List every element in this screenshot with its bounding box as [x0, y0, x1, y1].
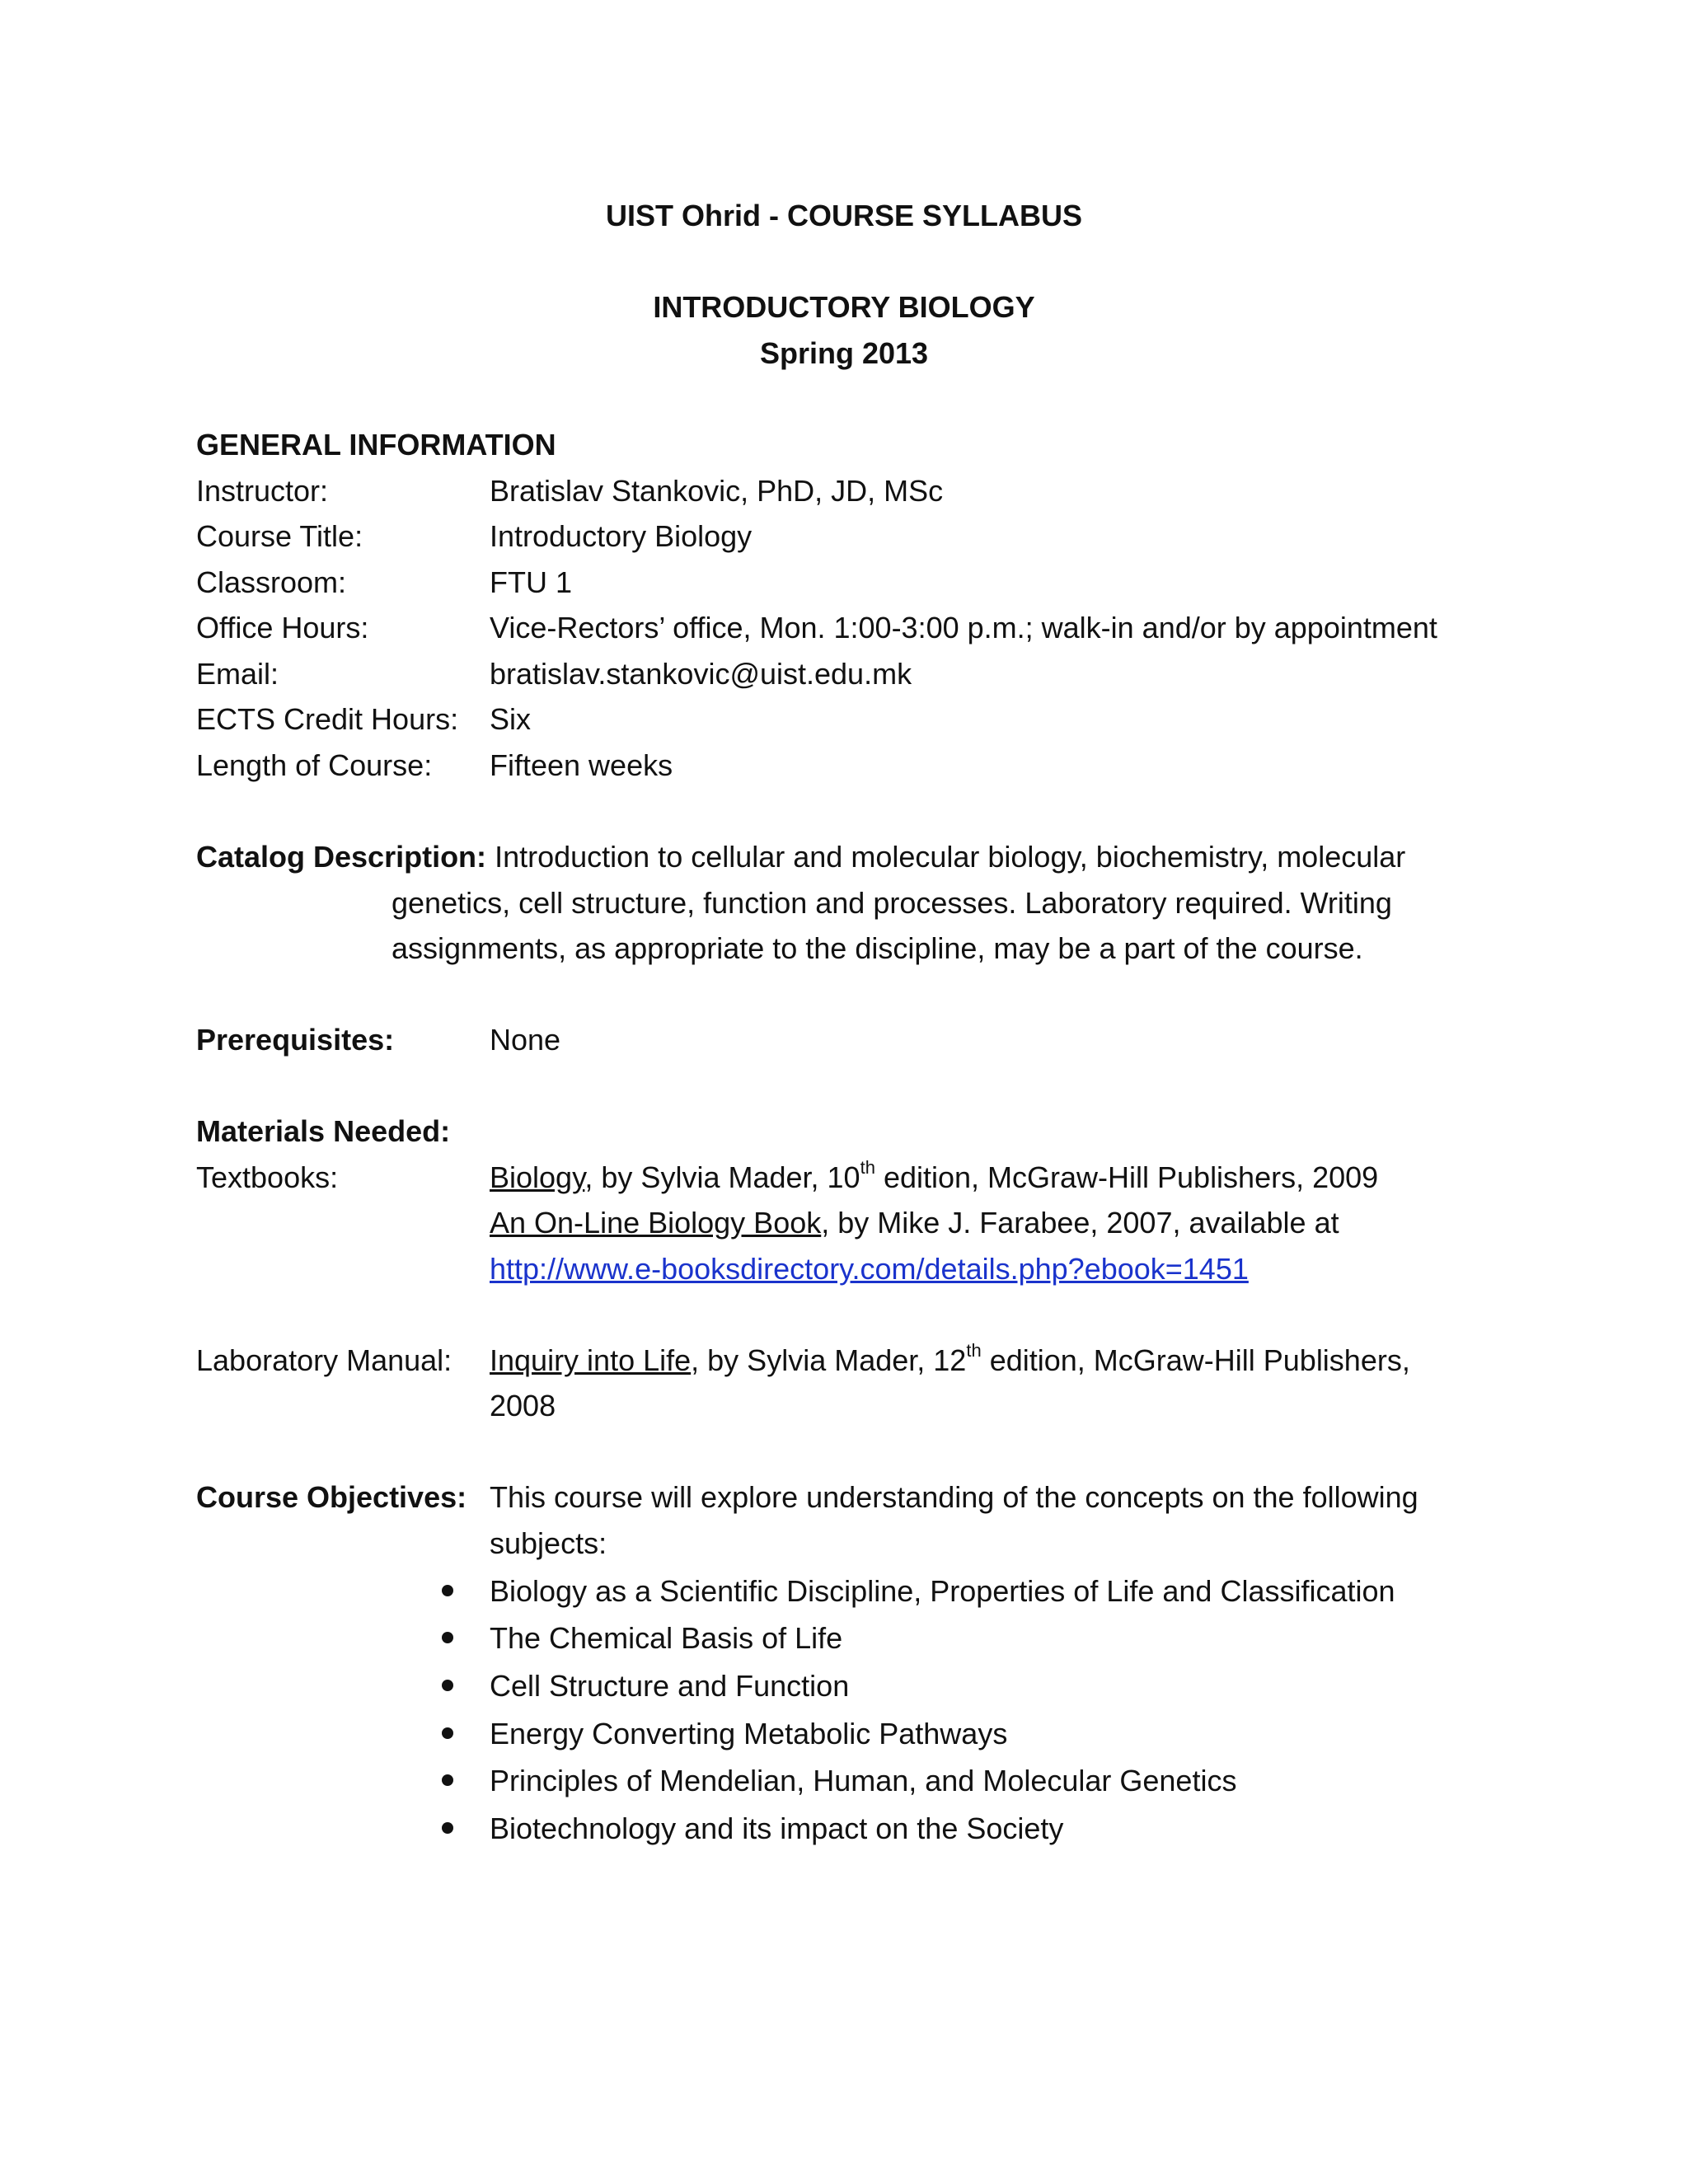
textbook-1-publisher: edition, McGraw-Hill Publishers, 2009 — [874, 1160, 1379, 1194]
credit-hours-label: ECTS Credit Hours: — [196, 702, 459, 736]
objective-item: Biology as a Scientific Discipline, Properties of Life and Classification — [490, 1574, 1395, 1608]
email-label: Email: — [196, 657, 279, 691]
textbook-2 — [490, 1200, 1339, 1246]
objective-item: Principles of Mendelian, Human, and Molecular Genetics — [490, 1764, 1237, 1797]
course-heading: INTRODUCTORY BIOLOGY — [653, 290, 1035, 324]
course-title-label: Course Title: — [196, 519, 363, 553]
textbooks-label: Textbooks: — [196, 1160, 339, 1194]
textbook-1-edition-suffix: th — [860, 1157, 875, 1178]
course-title-value: Introductory Biology — [490, 519, 753, 553]
classroom-value: FTU 1 — [490, 565, 573, 599]
objective-item: Cell Structure and Function — [490, 1669, 850, 1703]
objectives-label: Course Objectives: — [196, 1480, 467, 1514]
office-hours-value: Vice-Rectors’ office, Mon. 1:00-3:00 p.m.; walk-in and/or by appointment — [490, 611, 1437, 644]
textbook-2-details: , by Mike J. Farabee, 2007, available at — [821, 1206, 1339, 1240]
credit-hours-value: Six — [490, 702, 532, 736]
textbook-2-link-line — [490, 1246, 1249, 1292]
bullet-icon — [442, 1822, 453, 1834]
general-info-heading: GENERAL INFORMATION — [196, 428, 556, 462]
bullet-icon — [442, 1632, 453, 1643]
bullet-icon — [442, 1727, 453, 1739]
catalog-description-line2: genetics, cell structure, function and processes. Laboratory required. Writing — [392, 886, 1392, 920]
objectives-intro-line1: This course will explore understanding of the concepts on the following — [490, 1480, 1418, 1514]
course-length-label: Length of Course: — [196, 748, 433, 782]
catalog-description-line3: assignments, as appropriate to the discipline, may be a part of the course. — [392, 931, 1363, 965]
materials-heading: Materials Needed: — [196, 1114, 451, 1148]
office-hours-label: Office Hours: — [196, 611, 369, 644]
instructor-value: Bratislav Stankovic, PhD, JD, MSc — [490, 474, 944, 508]
catalog-description-text: Introduction to cellular and molecular biology, biochemistry, molecular — [495, 840, 1406, 874]
lab-manual-title: Inquiry into Life — [490, 1343, 692, 1377]
lab-manual-author: , by Sylvia Mader, 12 — [691, 1343, 967, 1377]
lab-manual-year: 2008 — [490, 1389, 556, 1422]
objective-item: Biotechnology and its impact on the Society — [490, 1811, 1064, 1845]
textbook-1 — [490, 1155, 1378, 1201]
prerequisites-value: None — [490, 1023, 561, 1057]
classroom-label: Classroom: — [196, 565, 347, 599]
lab-manual-edition-suffix: th — [966, 1340, 982, 1361]
objective-item: The Chemical Basis of Life — [490, 1621, 843, 1655]
catalog-description-line1 — [196, 834, 1405, 880]
textbook-1-author: , by Sylvia Mader, 10 — [584, 1160, 860, 1194]
lab-manual-publisher: edition, McGraw-Hill Publishers, — [981, 1343, 1410, 1377]
lab-manual-label: Laboratory Manual: — [196, 1343, 452, 1377]
course-length-value: Fifteen weeks — [490, 748, 673, 782]
textbook-1-title: Biology — [490, 1160, 585, 1194]
textbook-2-link[interactable]: http://www.e-booksdirectory.com/details.php?ebook=1451 — [490, 1252, 1249, 1286]
bullet-icon — [442, 1585, 453, 1596]
lab-manual — [490, 1338, 1410, 1384]
objectives-intro-line2: subjects: — [490, 1526, 607, 1560]
bullet-icon — [442, 1774, 453, 1786]
textbook-2-title: An On-Line Biology Book — [490, 1206, 822, 1240]
email-value: bratislav.stankovic@uist.edu.mk — [490, 657, 912, 691]
institution-title: UIST Ohrid - COURSE SYLLABUS — [605, 199, 1083, 232]
prerequisites-label: Prerequisites: — [196, 1023, 395, 1057]
objective-item: Energy Converting Metabolic Pathways — [490, 1717, 1008, 1750]
catalog-description-label: Catalog Description: — [196, 840, 487, 874]
term-heading: Spring 2013 — [759, 336, 929, 370]
instructor-label: Instructor: — [196, 474, 329, 508]
bullet-icon — [442, 1680, 453, 1691]
